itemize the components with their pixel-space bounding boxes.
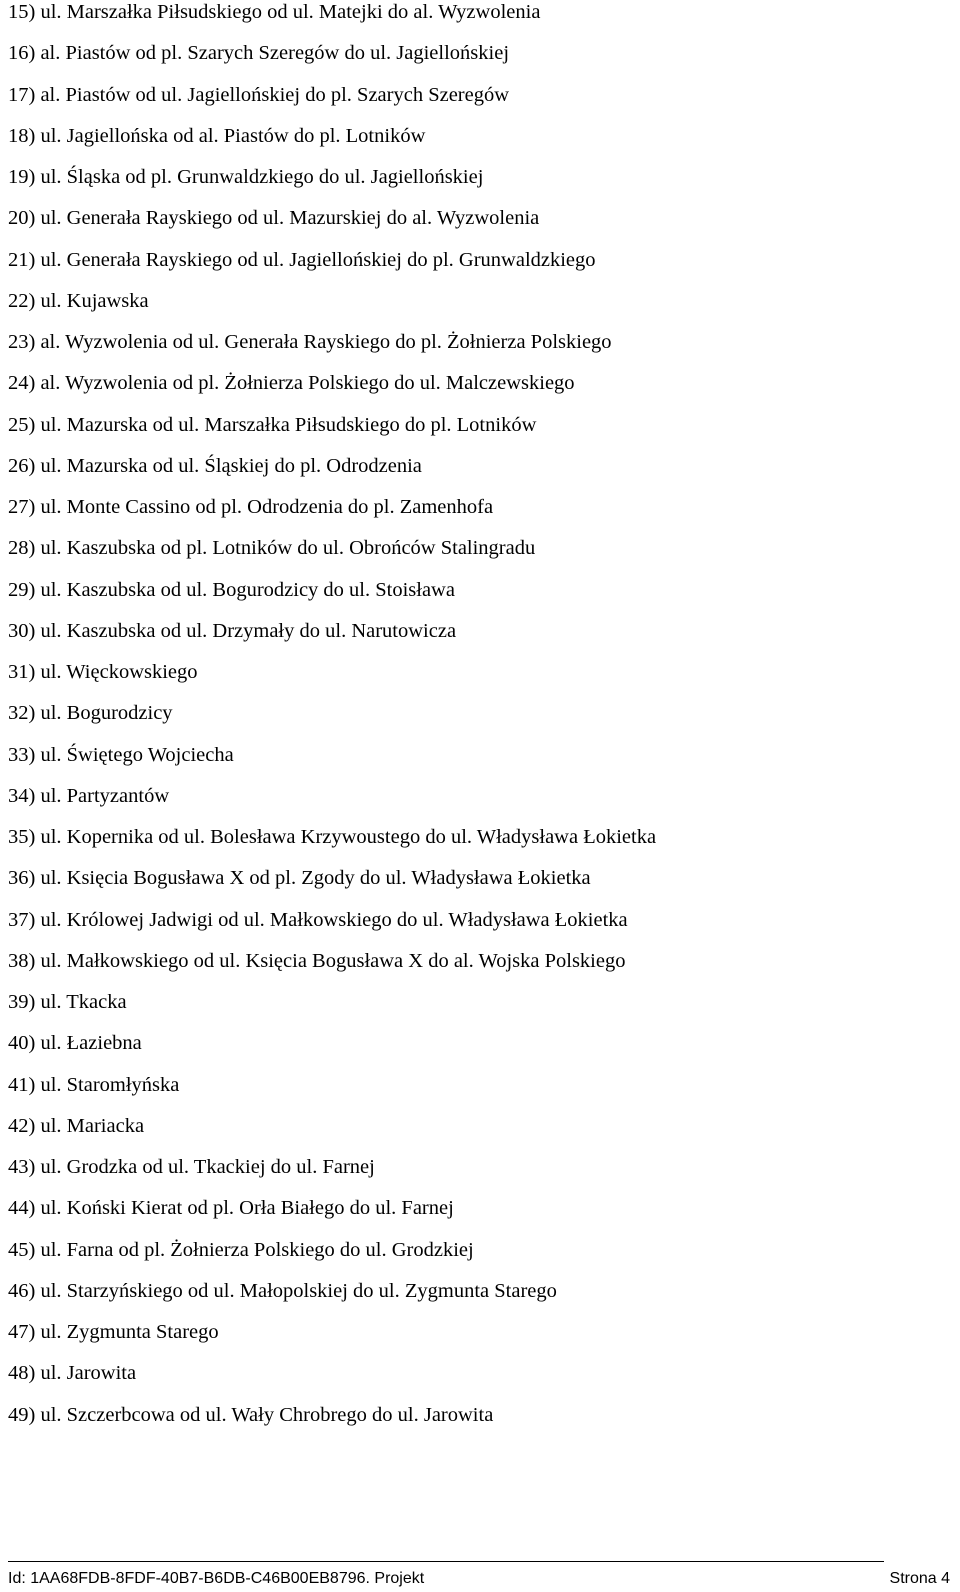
list-item: 32) ul. Bogurodzicy [8, 702, 173, 725]
list-item: 41) ul. Staromłyńska [8, 1073, 180, 1096]
document-id: Id: 1AA68FDB-8FDF-40B7-B6DB-C46B00EB8796. Projekt [8, 1570, 425, 1587]
list-item: 25) ul. Mazurska od ul. Marszałka Piłsudskiego do pl. Lotników [8, 413, 537, 436]
list-item: 26) ul. Mazurska od ul. Śląskiej do pl. Odrodzenia [8, 454, 422, 477]
list-item: 20) ul. Generała Rayskiego od ul. Mazurskiej do al. Wyzwolenia [8, 207, 540, 230]
list-item: 49) ul. Szczerbcowa od ul. Wały Chrobrego do ul. Jarowita [8, 1403, 494, 1426]
list-item: 31) ul. Więckowskiego [8, 661, 198, 683]
list-item: 22) ul. Kujawska [8, 289, 149, 312]
list-item: 28) ul. Kaszubska od pl. Lotników do ul. Obrońców Stalingradu [8, 537, 536, 560]
list-item: 44) ul. Koński Kierat od pl. Orła Białego do ul. Farnej [8, 1197, 454, 1220]
list-item: 29) ul. Kaszubska od ul. Bogurodzicy do ul. Stoisława [8, 578, 455, 601]
list-item: 27) ul. Monte Cassino od pl. Odrodzenia do pl. Zamenhofa [8, 496, 494, 518]
list-item: 48) ul. Jarowita [8, 1362, 137, 1385]
list-item: 16) al. Piastów od pl. Szarych Szeregów do ul. Jagiellońskiej [8, 42, 510, 65]
list-item: 35) ul. Kopernika od ul. Bolesława Krzywoustego do ul. Władysława Łokietka [8, 826, 657, 848]
list-item: 43) ul. Grodzka od ul. Tkackiej do ul. Farnej [8, 1156, 375, 1178]
list-item: 33) ul. Świętego Wojciecha [8, 743, 234, 766]
list-item: 38) ul. Małkowskiego od ul. Księcia Bogusława X do al. Wojska Polskiego [8, 949, 626, 972]
footer-divider [8, 1561, 884, 1562]
list-item: 37) ul. Królowej Jadwigi od ul. Małkowskiego do ul. Władysława Łokietka [8, 908, 628, 931]
list-item: 40) ul. Łaziebna [8, 1032, 142, 1055]
list-item: 47) ul. Zygmunta Starego [8, 1321, 219, 1343]
list-item: 24) al. Wyzwolenia od pl. Żołnierza Polskiego do ul. Malczewskiego [8, 372, 575, 395]
list-item: 23) al. Wyzwolenia od ul. Generała Rayskiego do pl. Żołnierza Polskiego [8, 331, 612, 353]
street-list [8, 0, 656, 1439]
list-item: 18) ul. Jagiellońska od al. Piastów do pl. Lotników [8, 124, 426, 147]
list-item: 19) ul. Śląska od pl. Grunwaldzkiego do ul. Jagiellońskiej [8, 166, 484, 188]
list-item: 46) ul. Starzyńskiego od ul. Małopolskiej do ul. Zygmunta Starego [8, 1279, 557, 1302]
list-item: 21) ul. Generała Rayskiego od ul. Jagiellońskiej do pl. Grunwaldzkiego [8, 248, 596, 271]
list-item: 17) al. Piastów od ul. Jagiellońskiej do pl. Szarych Szeregów [8, 83, 510, 106]
list-item: 34) ul. Partyzantów [8, 784, 170, 807]
list-item: 45) ul. Farna od pl. Żołnierza Polskiego do ul. Grodzkiej [8, 1238, 474, 1261]
page-number: Strona 4 [889, 1570, 950, 1587]
list-item: 15) ul. Marszałka Piłsudskiego od ul. Matejki do al. Wyzwolenia [8, 1, 541, 23]
list-item: 39) ul. Tkacka [8, 991, 127, 1013]
list-item: 42) ul. Mariacka [8, 1114, 145, 1137]
list-item: 36) ul. Księcia Bogusława X od pl. Zgody do ul. Władysława Łokietka [8, 867, 591, 890]
list-item: 30) ul. Kaszubska od ul. Drzymały do ul. Narutowicza [8, 619, 457, 642]
